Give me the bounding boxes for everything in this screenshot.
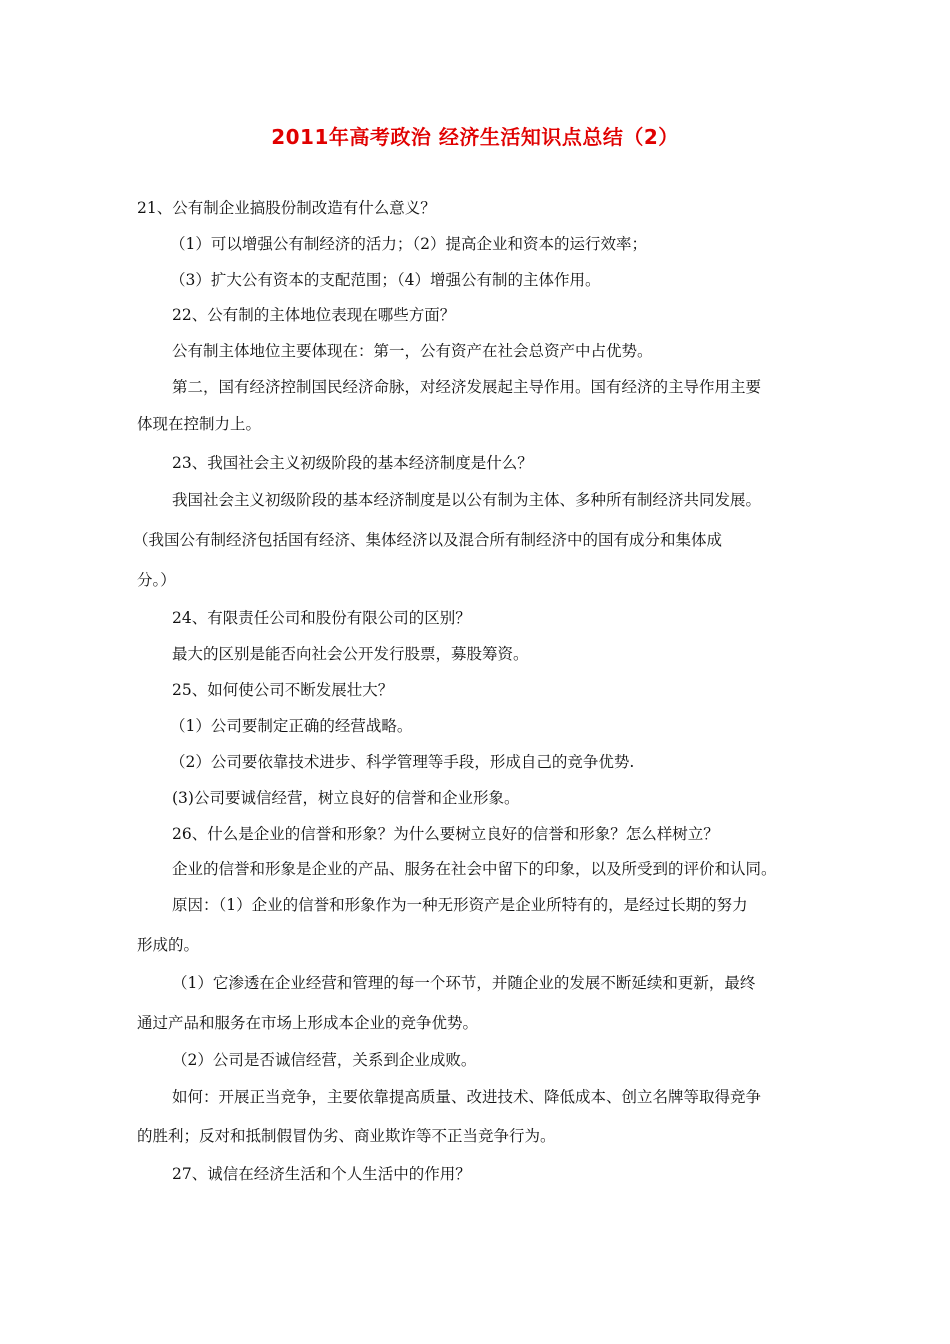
text-line: 通过产品和服务在市场上形成本企业的竞争优势。 — [137, 1014, 479, 1032]
text-line: 公有制主体地位主要体现在：第一，公有资产在社会总资产中占优势。 — [172, 342, 653, 360]
text-line: 26、什么是企业的信誉和形象？为什么要树立良好的信誉和形象？怎么样树立？ — [172, 825, 719, 843]
text-line: （1）可以增强公有制经济的活力；（2）提高企业和资本的运行效率； — [170, 235, 647, 253]
text-line: 24、有限责任公司和股份有限公司的区别？ — [172, 609, 471, 627]
text-line: 最大的区别是能否向社会公开发行股票，募股筹资。 — [172, 645, 529, 663]
text-line: 我国社会主义初级阶段的基本经济制度是以公有制为主体、多种所有制经济共同发展。 — [172, 491, 762, 509]
text-line: 企业的信誉和形象是企业的产品、服务在社会中留下的印象，以及所受到的评价和认同。 — [172, 860, 777, 878]
text-line: （1）它渗透在企业经营和管理的每一个环节，并随企业的发展不断延续和更新，最终 — [172, 974, 756, 992]
text-line: 27、诚信在经济生活和个人生活中的作用？ — [172, 1165, 471, 1183]
text-line: （1）公司要制定正确的经营战略。 — [170, 717, 413, 735]
text-line: 23、我国社会主义初级阶段的基本经济制度是什么？ — [172, 454, 533, 472]
text-line: 分。） — [137, 571, 176, 589]
text-line: 第二，国有经济控制国民经济命脉，对经济发展起主导作用。国有经济的主导作用主要 — [172, 378, 762, 396]
text-line: 25、如何使公司不断发展壮大？ — [172, 681, 394, 699]
text-line: 21、公有制企业搞股份制改造有什么意义？ — [137, 199, 436, 217]
text-line: （我国公有制经济包括国有经济、集体经济以及混合所有制经济中的国有成分和集体成 — [133, 531, 723, 549]
text-line: 的胜利；反对和抵制假冒伪劣、商业欺诈等不正当竞争行为。 — [137, 1127, 556, 1145]
text-line: （2）公司要依靠技术进步、科学管理等手段，形成自己的竞争优势. — [170, 753, 635, 771]
document-title: 2011年高考政治 经济生活知识点总结（2） — [271, 125, 679, 149]
text-line: （3）扩大公有资本的支配范围；（4）增强公有制的主体作用。 — [170, 271, 601, 289]
text-line: 形成的。 — [137, 936, 200, 954]
text-line: 如何：开展正当竞争，主要依靠提高质量、改进技术、降低成本、创立名牌等取得竞争 — [172, 1088, 762, 1106]
text-line: 22、公有制的主体地位表现在哪些方面？ — [172, 306, 456, 324]
text-line: 原因：（1）企业的信誉和形象作为一种无形资产是企业所特有的，是经过长期的努力 — [172, 896, 748, 914]
text-line: （2）公司是否诚信经营，关系到企业成败。 — [172, 1051, 477, 1069]
text-line: (3)公司要诚信经营，树立良好的信誉和企业形象。 — [172, 789, 520, 807]
text-line: 体现在控制力上。 — [137, 415, 262, 433]
